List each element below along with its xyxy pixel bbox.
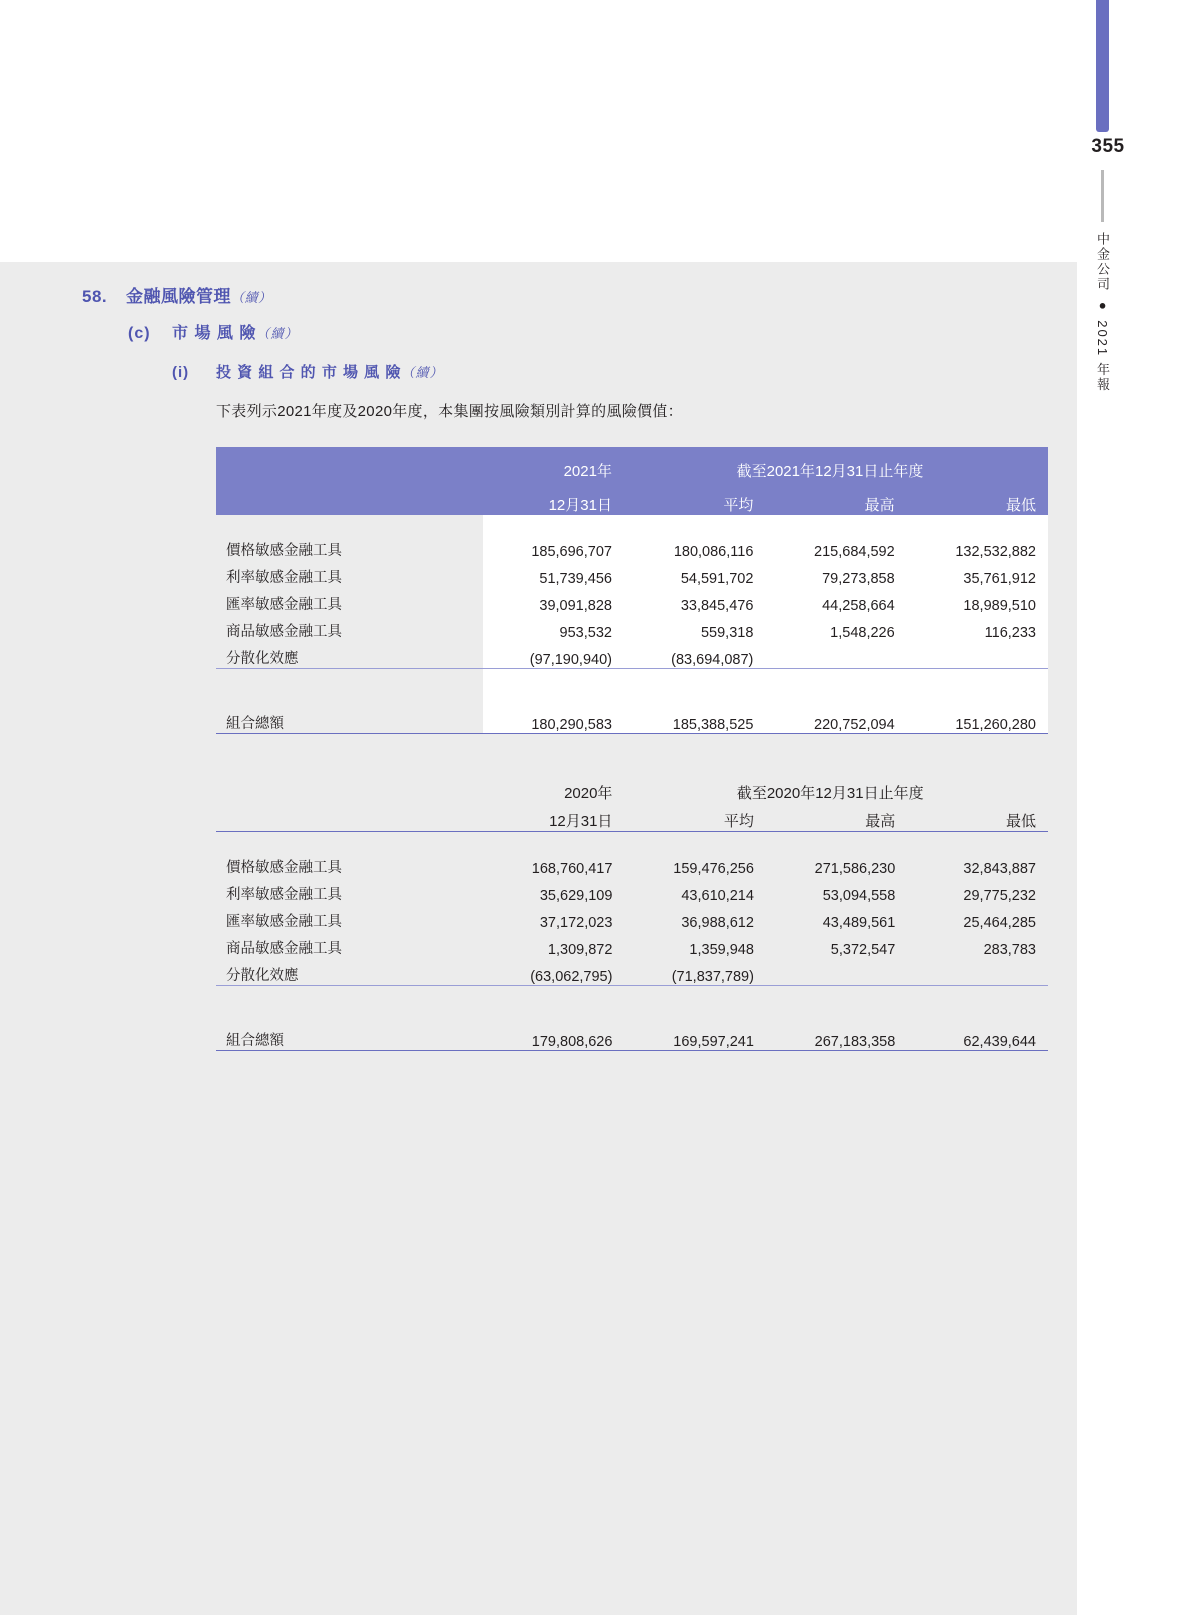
table-header-row-2: [216, 481, 1048, 515]
header-2020-avg: 平均: [624, 803, 766, 832]
row-value: 43,610,214: [681, 888, 754, 904]
row-value: [766, 958, 907, 986]
intro-paragraph: 下表列示2021年度及2020年度，本集團按風險類別計算的風險價值：: [216, 403, 683, 420]
row-value: 559,318: [624, 614, 765, 641]
sidebar-divider: [1101, 170, 1104, 222]
row-value: 1,359,948: [689, 942, 754, 958]
note-heading: [82, 282, 272, 307]
row-label: 利率敏感金融工具: [226, 887, 342, 903]
total-value: 151,260,280: [907, 703, 1048, 734]
row-value: 44,258,664: [765, 587, 906, 614]
table-gap-row: [216, 675, 1048, 703]
row-value: 168,760,417: [531, 861, 613, 877]
row-value: 18,989,510: [907, 587, 1048, 614]
header-2021-min: 最低: [907, 481, 1048, 515]
var-table-2020: [216, 775, 1048, 1051]
table-total-row: [216, 703, 1048, 734]
row-label: 價格敏感金融工具: [216, 533, 483, 560]
header-2020-max: 最高: [766, 803, 907, 832]
row-value: 33,845,476: [624, 587, 765, 614]
section-label: (c): [128, 325, 151, 342]
header-2021-avg: 平均: [624, 481, 765, 515]
row-value: 35,761,912: [907, 560, 1048, 587]
header-2021-date-line1: 2021年: [483, 447, 624, 481]
row-value: (83,694,087): [624, 641, 765, 669]
total-label: 組合總額: [216, 1020, 483, 1051]
note-title: 金融風險管理: [126, 287, 231, 306]
row-value: 53,094,558: [822, 888, 896, 904]
row-value: 116,233: [907, 614, 1048, 641]
header-2021-date-line2: 12月31日: [483, 481, 624, 515]
total-value: 169,597,241: [624, 1020, 766, 1051]
header-2020-date-line2: 12月31日: [483, 803, 625, 832]
row-value: 39,091,828: [483, 587, 624, 614]
row-label: 分散化效應: [216, 641, 483, 669]
row-value: 51,739,456: [483, 560, 624, 587]
table-spacer-row: [216, 832, 1048, 851]
table-row: [216, 560, 1048, 587]
row-value: 35,629,109: [539, 888, 613, 904]
row-value: 5,372,547: [830, 942, 896, 958]
row-value: 180,086,116: [624, 533, 765, 560]
header-2020-date-line1: 2020年: [564, 785, 613, 802]
table-header-row-1: [216, 447, 1048, 481]
row-value: 29,775,232: [963, 888, 1036, 904]
row-value: 159,476,256: [673, 861, 754, 877]
row-value: 215,684,592: [765, 533, 906, 560]
header-blank-2: [216, 803, 483, 832]
row-value: 271,586,230: [814, 861, 896, 877]
row-value: 79,273,858: [765, 560, 906, 587]
total-value: 62,439,644: [907, 1020, 1048, 1051]
purple-tab-tail: [1096, 126, 1109, 132]
row-label: 商品敏感金融工具: [216, 614, 483, 641]
total-value: 185,388,525: [624, 703, 765, 734]
row-value: (97,190,940): [483, 641, 624, 669]
row-value: [907, 958, 1048, 986]
row-value: 953,532: [483, 614, 624, 641]
top-margin: [0, 0, 1077, 262]
row-value: 1,548,226: [765, 614, 906, 641]
row-value: [765, 641, 906, 669]
section-continued: （續）: [256, 326, 299, 341]
row-label: 價格敏感金融工具: [226, 860, 342, 876]
row-label: 匯率敏感金融工具: [226, 914, 342, 930]
header-blank-1: [216, 775, 483, 803]
subsection-continued: （續）: [401, 365, 444, 380]
sidebar-running-head: 中金公司 ● 2021 年報: [1095, 232, 1110, 393]
row-value: 185,696,707: [483, 533, 624, 560]
table-row: [216, 904, 1048, 931]
table-row: [216, 614, 1048, 641]
row-label: 利率敏感金融工具: [216, 560, 483, 587]
header-blank-2: [216, 481, 483, 515]
header-2020-min: 最低: [907, 803, 1048, 832]
row-value: 36,988,612: [681, 915, 754, 931]
row-value: (63,062,795): [530, 969, 613, 985]
purple-tab-marker: [1096, 0, 1109, 126]
total-label: 組合總額: [216, 703, 483, 734]
total-value: 267,183,358: [766, 1020, 907, 1051]
note-continued: （續）: [231, 290, 272, 305]
row-value: 25,464,285: [963, 915, 1036, 931]
row-value: 54,591,702: [624, 560, 765, 587]
total-value: 179,808,626: [483, 1020, 625, 1051]
page-number: 355: [1091, 136, 1125, 157]
header-2020-span: 截至2020年12月31日止年度: [736, 785, 924, 802]
section-title: 市 場 風 險: [172, 325, 257, 342]
row-value: 1,309,872: [547, 942, 613, 958]
table-header-row-2: [216, 803, 1048, 832]
note-number: 58.: [82, 287, 108, 306]
header-2021-span: 截至2021年12月31日止年度: [624, 447, 1048, 481]
header-2021-max: 最高: [765, 481, 906, 515]
row-value: [907, 641, 1048, 669]
table-gap-row: [216, 992, 1048, 1020]
total-value: 180,290,583: [483, 703, 624, 734]
table-row: [216, 587, 1048, 614]
table-row: [216, 931, 1048, 958]
header-blank-1: [216, 447, 483, 481]
table-header-row-1: [216, 775, 1048, 803]
row-value: 32,843,887: [963, 861, 1036, 877]
table-row: [216, 641, 1048, 669]
table-row: [216, 533, 1048, 560]
row-value: 37,172,023: [539, 915, 613, 931]
table-row: [216, 958, 1048, 986]
row-value: 43,489,561: [822, 915, 896, 931]
row-value: (71,837,789): [671, 969, 754, 985]
row-label: 匯率敏感金融工具: [216, 587, 483, 614]
section-heading: [128, 320, 298, 343]
subsection-title: 投 資 組 合 的 市 場 風 險: [216, 364, 402, 381]
var-table-2021: [216, 447, 1048, 734]
table-row: [216, 850, 1048, 877]
row-label: 分散化效應: [226, 968, 299, 984]
total-value: 220,752,094: [765, 703, 906, 734]
table-total-row: [216, 1020, 1048, 1051]
row-label: 商品敏感金融工具: [226, 941, 342, 957]
row-value: 283,783: [983, 942, 1036, 958]
table-row: [216, 877, 1048, 904]
table-spacer-row: [216, 515, 1048, 533]
subsection-label: (i): [172, 364, 190, 381]
row-value: 132,532,882: [907, 533, 1048, 560]
subsection-heading: [172, 361, 443, 382]
